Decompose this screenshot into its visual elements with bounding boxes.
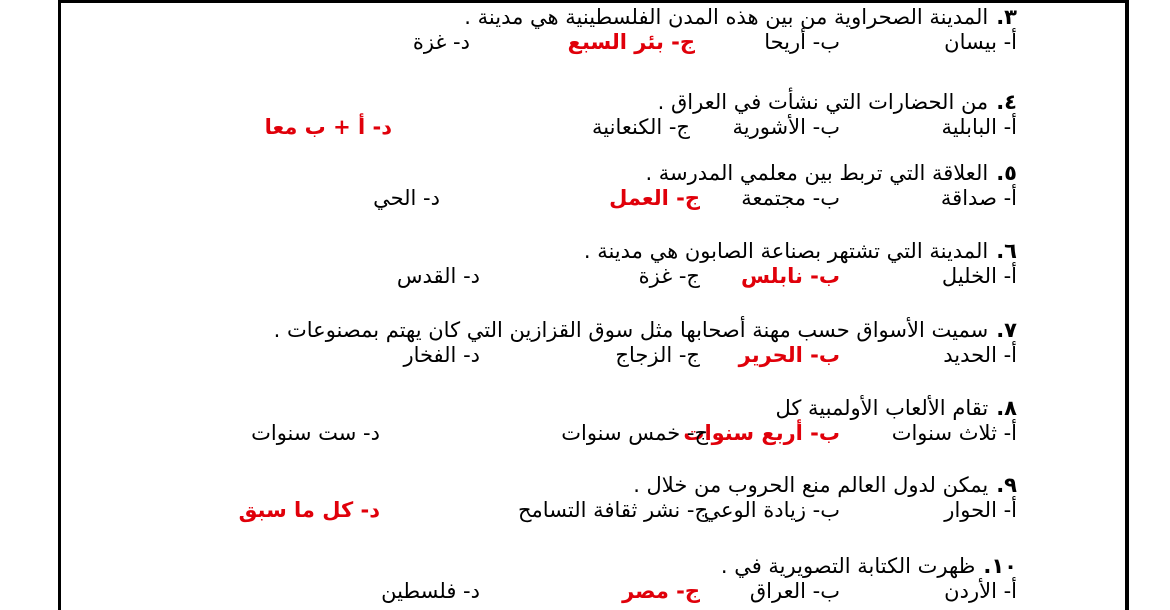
options-row (137, 343, 1017, 371)
question-text: يمكن لدول العالم منع الحروب من خلال . (633, 473, 989, 497)
options-row (137, 30, 1017, 58)
question-number: ٦. (996, 239, 1017, 263)
question-item (137, 553, 1017, 607)
options-row (137, 421, 1017, 449)
options-row (137, 115, 1017, 143)
options-row (137, 498, 1017, 526)
question-number: ٥. (996, 161, 1017, 185)
answer-option-correct: ج- مصر (622, 579, 700, 603)
question-text: المدينة التي تشتهر بصناعة الصابون هي مدينة . (583, 239, 989, 263)
question-text-line (137, 238, 1017, 264)
answer-option: ج- الزجاج (615, 343, 700, 367)
question-number: ٨. (996, 396, 1017, 420)
question-item (137, 160, 1017, 214)
answer-option: ب- أريحا (764, 30, 840, 54)
question-item (137, 238, 1017, 292)
answer-option: ج- خمس سنوات (561, 421, 708, 445)
answer-option: د- الحي (373, 186, 440, 210)
answer-option-correct: ب- أربع سنوات (683, 421, 840, 445)
answer-option: ب- زيادة الوعي (703, 498, 840, 522)
answer-option-correct: ج- بئر السبع (567, 30, 695, 54)
answer-option: أ- البابلية (941, 115, 1017, 139)
question-text-line (137, 89, 1017, 115)
answer-option: د- القدس (396, 264, 480, 288)
question-number: ٤. (996, 90, 1017, 114)
options-row (137, 264, 1017, 292)
answer-option: د- غزة (412, 30, 470, 54)
answer-option: د- ست سنوات (251, 421, 380, 445)
question-item (137, 472, 1017, 526)
question-item (137, 395, 1017, 449)
question-number: ١٠. (983, 554, 1017, 578)
answer-option: ج- الكنعانية (592, 115, 690, 139)
question-text: من الحضارات التي نشأت في العراق . (657, 90, 989, 114)
question-text: سميت الأسواق حسب مهنة أصحابها مثل سوق القزازين التي كان يهتم بمصنوعات . (273, 318, 989, 342)
answer-option: د- فلسطين (381, 579, 480, 603)
answer-option-correct: ج- العمل (609, 186, 700, 210)
answer-option: ج- غزة (638, 264, 700, 288)
question-text-line (137, 4, 1017, 30)
answer-option: ب- الأشورية (732, 115, 840, 139)
answer-option: أ- الأردن (944, 579, 1017, 603)
answer-option: أ- الخليل (941, 264, 1017, 288)
border-right-line (1125, 0, 1129, 610)
question-text-line (137, 317, 1017, 343)
question-number: ٣. (996, 5, 1017, 29)
border-left-line (58, 0, 61, 610)
answer-option: أ- بيسان (944, 30, 1017, 54)
question-number: ٩. (996, 473, 1017, 497)
answer-option: أ- الحديد (943, 343, 1017, 367)
answer-option-correct: ب- الحرير (738, 343, 840, 367)
answer-option: ب- العراق (749, 579, 840, 603)
question-item (137, 4, 1017, 58)
question-item (137, 89, 1017, 143)
options-row (137, 186, 1017, 214)
question-text-line (137, 395, 1017, 421)
question-text: العلاقة التي تربط بين معلمي المدرسة . (645, 161, 989, 185)
answer-option: ج- نشر ثقافة التسامح (518, 498, 708, 522)
answer-option: أ- الحوار (944, 498, 1017, 522)
question-text: تقام الألعاب الأولمبية كل (775, 396, 989, 420)
answer-option: أ- صداقة (940, 186, 1017, 210)
options-row (137, 579, 1017, 607)
question-text-line (137, 160, 1017, 186)
answer-option: أ- ثلاث سنوات (891, 421, 1017, 445)
answer-option-correct: ب- نابلس (740, 264, 840, 288)
border-top-line (58, 0, 1129, 3)
answer-option: د- الفخار (403, 343, 480, 367)
question-text: المدينة الصحراوية من بين هذه المدن الفلسطينية هي مدينة . (464, 5, 989, 29)
question-item (137, 317, 1017, 371)
question-text: ظهرت الكتابة التصويرية في . (720, 554, 976, 578)
answer-option: ب- مجتمعة (741, 186, 840, 210)
answer-option-correct: د- كل ما سبق (238, 498, 380, 522)
answer-option-correct: د- أ + ب معا (264, 115, 392, 139)
question-text-line (137, 553, 1017, 579)
question-text-line (137, 472, 1017, 498)
question-number: ٧. (996, 318, 1017, 342)
